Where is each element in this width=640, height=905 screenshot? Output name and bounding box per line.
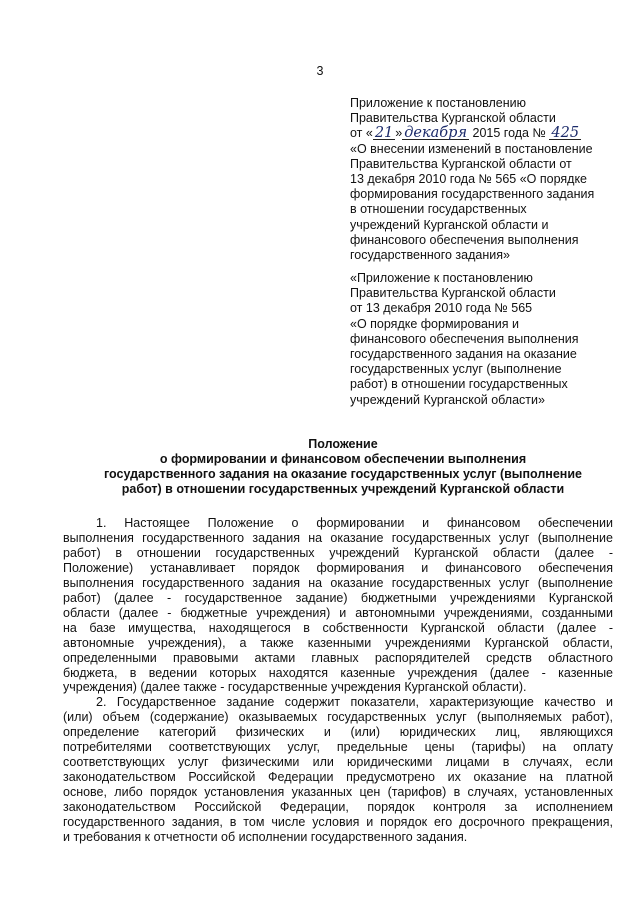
body-line: Положение) устанавливает порядок формирования и финансового обеспечения [63, 560, 613, 575]
body-line: законодательством Российской Федерации, порядок контроля за исполнением [63, 800, 613, 815]
appendix-line: формирования государственного задания [350, 187, 595, 202]
appendix-line: «О внесении изменений в постановление [350, 141, 593, 156]
body-line: основе, либо порядок установления указанных цен (тарифов) в случаях, установленных [63, 785, 613, 800]
appendix2-line: «О порядке формирования и [350, 316, 520, 331]
document-body [63, 516, 613, 845]
appendix2-line: учреждений Курганской области» [350, 392, 545, 407]
paragraph-2 [63, 695, 613, 845]
body-line: работ) в отношении государственных учреждений Курганской области (далее - [63, 545, 613, 560]
appendix2-line: от 13 декабря 2010 года № 565 [350, 301, 533, 316]
body-line: законодательством Российской Федерации предусмотрено их оказание на платной [63, 770, 613, 785]
body-line: государственного задания, в том числе условия и порядок его досрочного прекращения, [63, 815, 613, 830]
body-line: соответствующих услуг физическими или юридическими лицами в случаях, если [63, 755, 613, 770]
appendix2-line: государственного задания на оказание [350, 347, 577, 362]
title-line: государственного задания на оказание государственных услуг (выполнение [104, 467, 582, 481]
appendix-line: в отношении государственных [350, 202, 527, 217]
title-line: о формировании и финансовом обеспечении выполнения [159, 452, 527, 466]
appendix-line: Правительства Курганской области [350, 111, 556, 126]
body-line: бюджета, в ведении которых находятся казенные учреждения (далее - казенные [63, 665, 613, 680]
body-line: автономные учреждения), а также казенными учреждениями Курганской области, [63, 635, 613, 650]
body-line: учреждения) (далее также - государственные учреждения Курганской области). [63, 680, 527, 695]
body-line: 1. Настоящее Положение о формировании и финансовом обеспечении [96, 516, 613, 530]
appendix2-line: работ) в отношении государственных [350, 377, 568, 392]
appendix-line: Правительства Курганской области от [350, 156, 572, 171]
appendix-original-header [350, 271, 590, 408]
body-line: и требования к отчетности об исполнении государственного задания. [63, 830, 468, 845]
title-line: Положение [308, 437, 378, 451]
date-mid: » [395, 126, 403, 141]
document-title [58, 437, 628, 497]
paragraph-1 [63, 516, 613, 695]
body-line: определение категорий физических и (или) юридических лиц, являющихся [63, 725, 613, 740]
appendix-date-line [350, 126, 590, 141]
handwritten-number: 425 [551, 125, 580, 142]
appendix-line: государственного задания» [350, 248, 510, 263]
appendix2-line: финансового обеспечения выполнения [350, 331, 579, 346]
body-line: определенными правовыми актами главных распорядителей средств областного [63, 650, 613, 665]
appendix-line: учреждений Курганской области и [350, 217, 549, 232]
body-line: потребителями соответствующих услуг, предельные цены (тарифы) на оплату [63, 740, 613, 755]
body-line: выполнения государственного задания на оказание государственных услуг (выполнение [63, 530, 613, 545]
appendix2-line: «Приложение к постановлению [350, 271, 533, 285]
appendix-line: 13 декабря 2010 года № 565 «О порядке [350, 172, 588, 187]
appendix2-line: Правительства Курганской области [350, 286, 556, 301]
appendix-line: Приложение к постановлению [350, 96, 526, 110]
date-prefix: от « [350, 126, 373, 141]
body-line: выполнения государственного задания на оказание государственных услуг (выполнение [63, 575, 613, 590]
handwritten-month: декабря [404, 125, 468, 142]
body-line: работ) (далее - государственное задание) бюджетными учреждениями Курганской [63, 590, 613, 605]
body-line: 2. Государственное задание содержит показатели, характеризующие качество и [96, 695, 613, 710]
body-line: на базе имущества, находящегося в собственности Курганской области (далее - [63, 620, 613, 635]
body-line: (или) объем (содержание) оказываемых государственных услуг (выполняемых работ), [63, 710, 613, 725]
page-number: 3 [316, 64, 324, 78]
handwritten-day: 21 [374, 125, 394, 142]
date-year: 2015 года № [469, 126, 550, 141]
body-line: области (далее - бюджетные учреждения) и автономными учреждениями, созданными [63, 605, 613, 620]
title-line: работ) в отношении государственных учреждений Курганской области [121, 482, 565, 496]
appendix-header [350, 96, 595, 263]
appendix2-line: государственных услуг (выполнение [350, 362, 562, 377]
appendix-line: финансового обеспечения выполнения [350, 232, 579, 247]
